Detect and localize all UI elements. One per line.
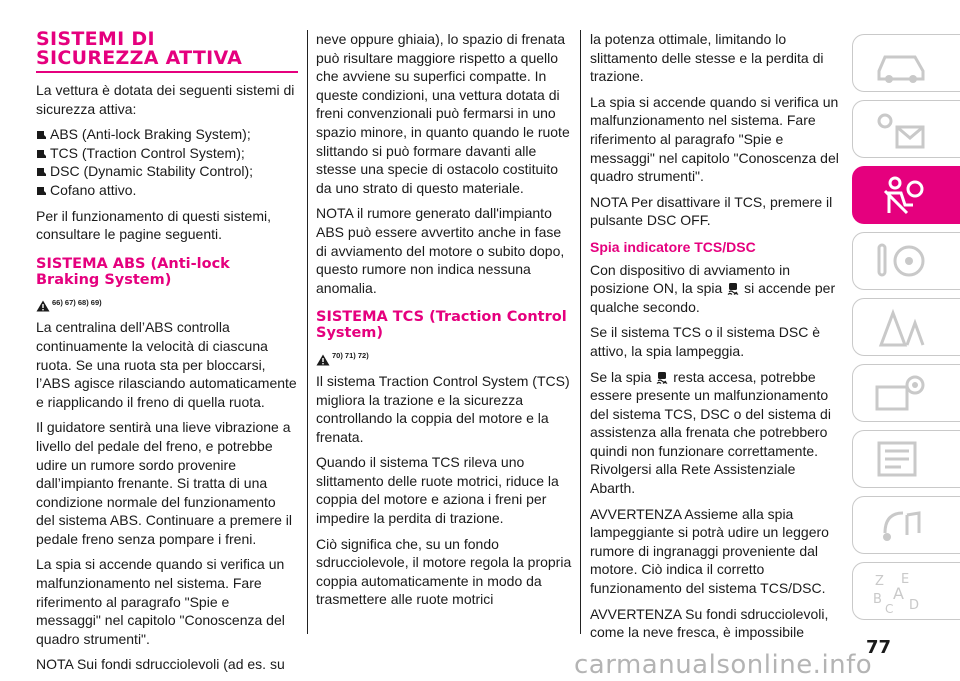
svg-text:Z: Z xyxy=(875,574,884,589)
tcs-paragraph-3: Ciò significa che, su un fondo sdrucciolevole, il motore regola la propria coppia automaticamente in modo da trasmettere alle ruote motrici xyxy=(316,535,572,608)
title-underline xyxy=(36,71,298,73)
svg-text:D: D xyxy=(909,598,920,613)
abs-paragraph-3: La spia si accende quando si verifica un malfunzionamento nel sistema. Fare riferimento al paragrafo "Spie e messaggi" nel capitolo "Conoscenza del quadro strumenti". xyxy=(36,556,285,647)
car-bullet-icon xyxy=(36,166,47,177)
page-title: SISTEMI DI SICUREZZA ATTIVA xyxy=(36,28,243,69)
column-2 xyxy=(316,30,574,616)
car-bullet-icon xyxy=(36,129,47,140)
page-number: 77 xyxy=(866,637,892,658)
tcs-dsc-warning-light-icon xyxy=(656,371,668,384)
tab-maintenance[interactable] xyxy=(852,364,960,422)
warning-triangle-icon xyxy=(36,300,50,312)
list-item: Cofano attivo. xyxy=(36,181,298,200)
warning-triangle-icon xyxy=(316,354,330,366)
abs-section-title: SISTEMA ABS (Anti-lock Braking System) xyxy=(36,255,230,288)
warning-paragraph-1: AVVERTENZA Assieme alla spia lampeggiante si potrà udire un leggero rumore di ingranaggi proveniente dal motore. Ciò indica il corretto funzionamento del sistema TCS/DSC. xyxy=(590,505,829,597)
after-list-paragraph: Per il funzionamento di questi sistemi, consultare le pagine seguenti. xyxy=(36,207,271,243)
svg-text:B: B xyxy=(873,592,882,607)
maintenance-gear-icon xyxy=(871,371,931,415)
tab-multimedia[interactable] xyxy=(852,496,960,554)
column-3 xyxy=(590,30,842,649)
abs-paragraph-continued: neve oppure ghiaia), lo spazio di frenata può risultare maggiore rispetto a quello che avviene su superfici compatte. In queste condizioni, una vettura dotata di freni convenzionali può fermarsi in uno spazio minore, in quanto quando le ruote slittando si può formare davanti alle stesse una specie di ostacolo costituito da uno strato di questo materiale. xyxy=(316,31,570,196)
key-steering-icon xyxy=(871,239,931,283)
airbag-seat-icon xyxy=(871,173,931,217)
tcs-section-title: SISTEMA TCS (Traction Control System) xyxy=(316,309,567,342)
data-list-icon xyxy=(871,437,931,481)
chapter-tabs xyxy=(852,34,960,628)
svg-text:A: A xyxy=(893,584,904,603)
indicator-paragraph-1: Con dispositivo di avviamento in posizione ON, la spia si accende per qualche secondo. xyxy=(590,261,836,315)
tcs-dsc-indicator-title: Spia indicatore TCS/DSC xyxy=(590,238,756,255)
tab-dashboard-lights[interactable] xyxy=(852,100,960,158)
abs-warning-refs: 66) 67) 68) 69) xyxy=(36,294,298,313)
svg-text:E: E xyxy=(901,572,910,587)
dashboard-lights-icon xyxy=(871,107,931,151)
list-item: ABS (Anti-lock Braking System); xyxy=(36,125,298,144)
tab-safety[interactable] xyxy=(852,166,960,224)
column-1 xyxy=(36,30,298,681)
intro-paragraph: La vettura è dotata dei seguenti sistemi di sicurezza attiva: xyxy=(36,82,295,117)
tab-index[interactable] xyxy=(852,562,960,620)
car-bullet-icon xyxy=(36,185,47,196)
abs-paragraph-4: NOTA Sui fondi sdrucciolevoli (ad es. su xyxy=(36,656,285,673)
tcs-dsc-warning-light-icon xyxy=(727,282,739,295)
alphabet-index-icon xyxy=(871,569,931,613)
warning-road-icon xyxy=(871,305,931,349)
systems-list xyxy=(36,125,298,199)
tcs-warning-light-paragraph: La spia si accende quando si verifica un malfunzionamento nel sistema. Fare riferimento al paragrafo "Spie e messaggi" nel capitolo "Conoscenza del quadro strumenti". xyxy=(590,93,839,185)
tcs-paragraph-continued: la potenza ottimale, limitando lo slittamento delle stesse e la perdita di trazione. xyxy=(590,31,824,85)
tcs-warning-refs: 70) 71) 72) xyxy=(316,347,574,366)
tab-starting-driving[interactable] xyxy=(852,232,960,290)
abs-note: NOTA il rumore generato dall'impianto ABS può essere avvertito anche in fase di avviamento del motore o subito dopo, questo rumore non indica nessuna anomalia. xyxy=(316,205,565,296)
warning-paragraph-2: AVVERTENZA Su fondi sdrucciolevoli, come la neve fresca, è impossibile xyxy=(590,605,829,641)
watermark: carmanualsonline.info xyxy=(574,650,873,680)
tcs-paragraph-1: Il sistema Traction Control System (TCS) migliora la trazione e la sicurezza controllando la coppia del motore e la frenata. xyxy=(316,372,570,445)
list-item: TCS (Traction Control System); xyxy=(36,144,298,163)
car-icon xyxy=(871,41,931,85)
car-bullet-icon xyxy=(36,148,47,159)
abs-paragraph-1: La centralina dell’ABS controlla continuamente la velocità di ciascuna ruota. Se una ruota sta per bloccarsi, l’ABS agisce rilasciando automaticamente e riapplicando il freno di quella ruota. xyxy=(36,319,297,410)
indicator-paragraph-2: Se il sistema TCS o il sistema DSC è attivo, la spia lampeggia. xyxy=(590,324,821,359)
tab-emergency[interactable] xyxy=(852,298,960,356)
list-item: DSC (Dynamic Stability Control); xyxy=(36,162,298,181)
tcs-paragraph-2: Quando il sistema TCS rileva uno slittamento delle ruote motrici, riduce la coppia del motore e aziona i freni per impedire la perdita di trazione. xyxy=(316,454,559,527)
svg-text:C: C xyxy=(885,602,894,613)
column-divider xyxy=(580,30,581,634)
indicator-paragraph-3: Se la spia resta accesa, potrebbe essere presente un malfunzionamento del sistema TCS, DSC o del sistema di assistenza alla frenata che potrebbero quindi non funzionare correttamente. Rivolgersi alla Rete Assistenziale Abarth. xyxy=(590,368,831,497)
tcs-note: NOTA Per disattivare il TCS, premere il pulsante DSC OFF. xyxy=(590,193,833,229)
column-divider xyxy=(307,30,308,634)
tab-car-overview[interactable] xyxy=(852,34,960,92)
abs-paragraph-2: Il guidatore sentirà una lieve vibrazione a livello del pedale del freno, e potrebbe udire un rumore sordo provenire dall’impianto frenante. Si tratta di una condizione normale del funzionamento del sistema ABS. Continuare a premere il pedale freno senza pompare i freni. xyxy=(36,419,293,547)
tab-technical-data[interactable] xyxy=(852,430,960,488)
media-signal-icon xyxy=(871,503,931,547)
